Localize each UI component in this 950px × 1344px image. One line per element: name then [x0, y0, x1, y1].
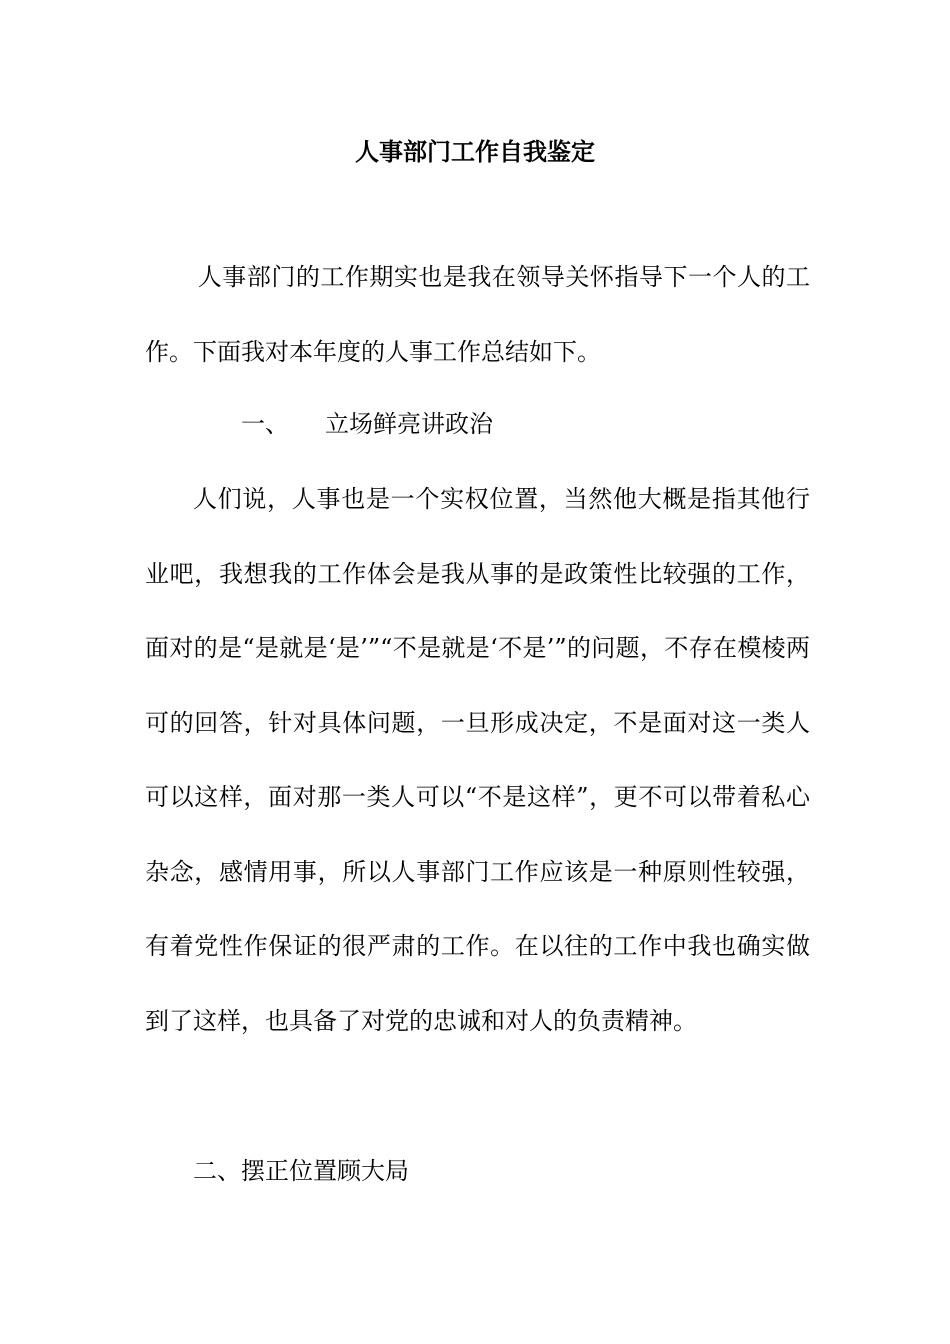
section-2-heading: 二、摆正位置顾大局	[193, 1157, 409, 1185]
section-1-title: 立场鲜亮讲政治	[325, 410, 493, 438]
section-1-paragraph: 人们说，人事也是一个实权位置，当然他大概是指其他行业吧，我想我的工作体会是我从事的是政策性比较强的工作，面对的是“是就是‘是’”“不是就是‘不是’”的问题，不存在模棱两可的回答，针对具体问题，一旦形成决定，不是面对这一类人可以这样，面对那一类人可以“不是这样”，更不可以带着私心杂念，感情用事，所以人事部门工作应该是一种原则性较强，有着党性作保证的很严肃的工作。在以往的工作中我也确实做到了这样，也具备了对党的忠诚和对人的负责精神。	[145, 485, 810, 1035]
document-title: 人事部门工作自我鉴定	[355, 137, 595, 166]
intro-paragraph: 人事部门的工作期实也是我在领导关怀指导下一个人的工作。下面我对本年度的人事工作总结如下。	[145, 263, 810, 366]
section-1-heading	[145, 387, 810, 462]
section-1-number: 一、	[241, 410, 289, 438]
